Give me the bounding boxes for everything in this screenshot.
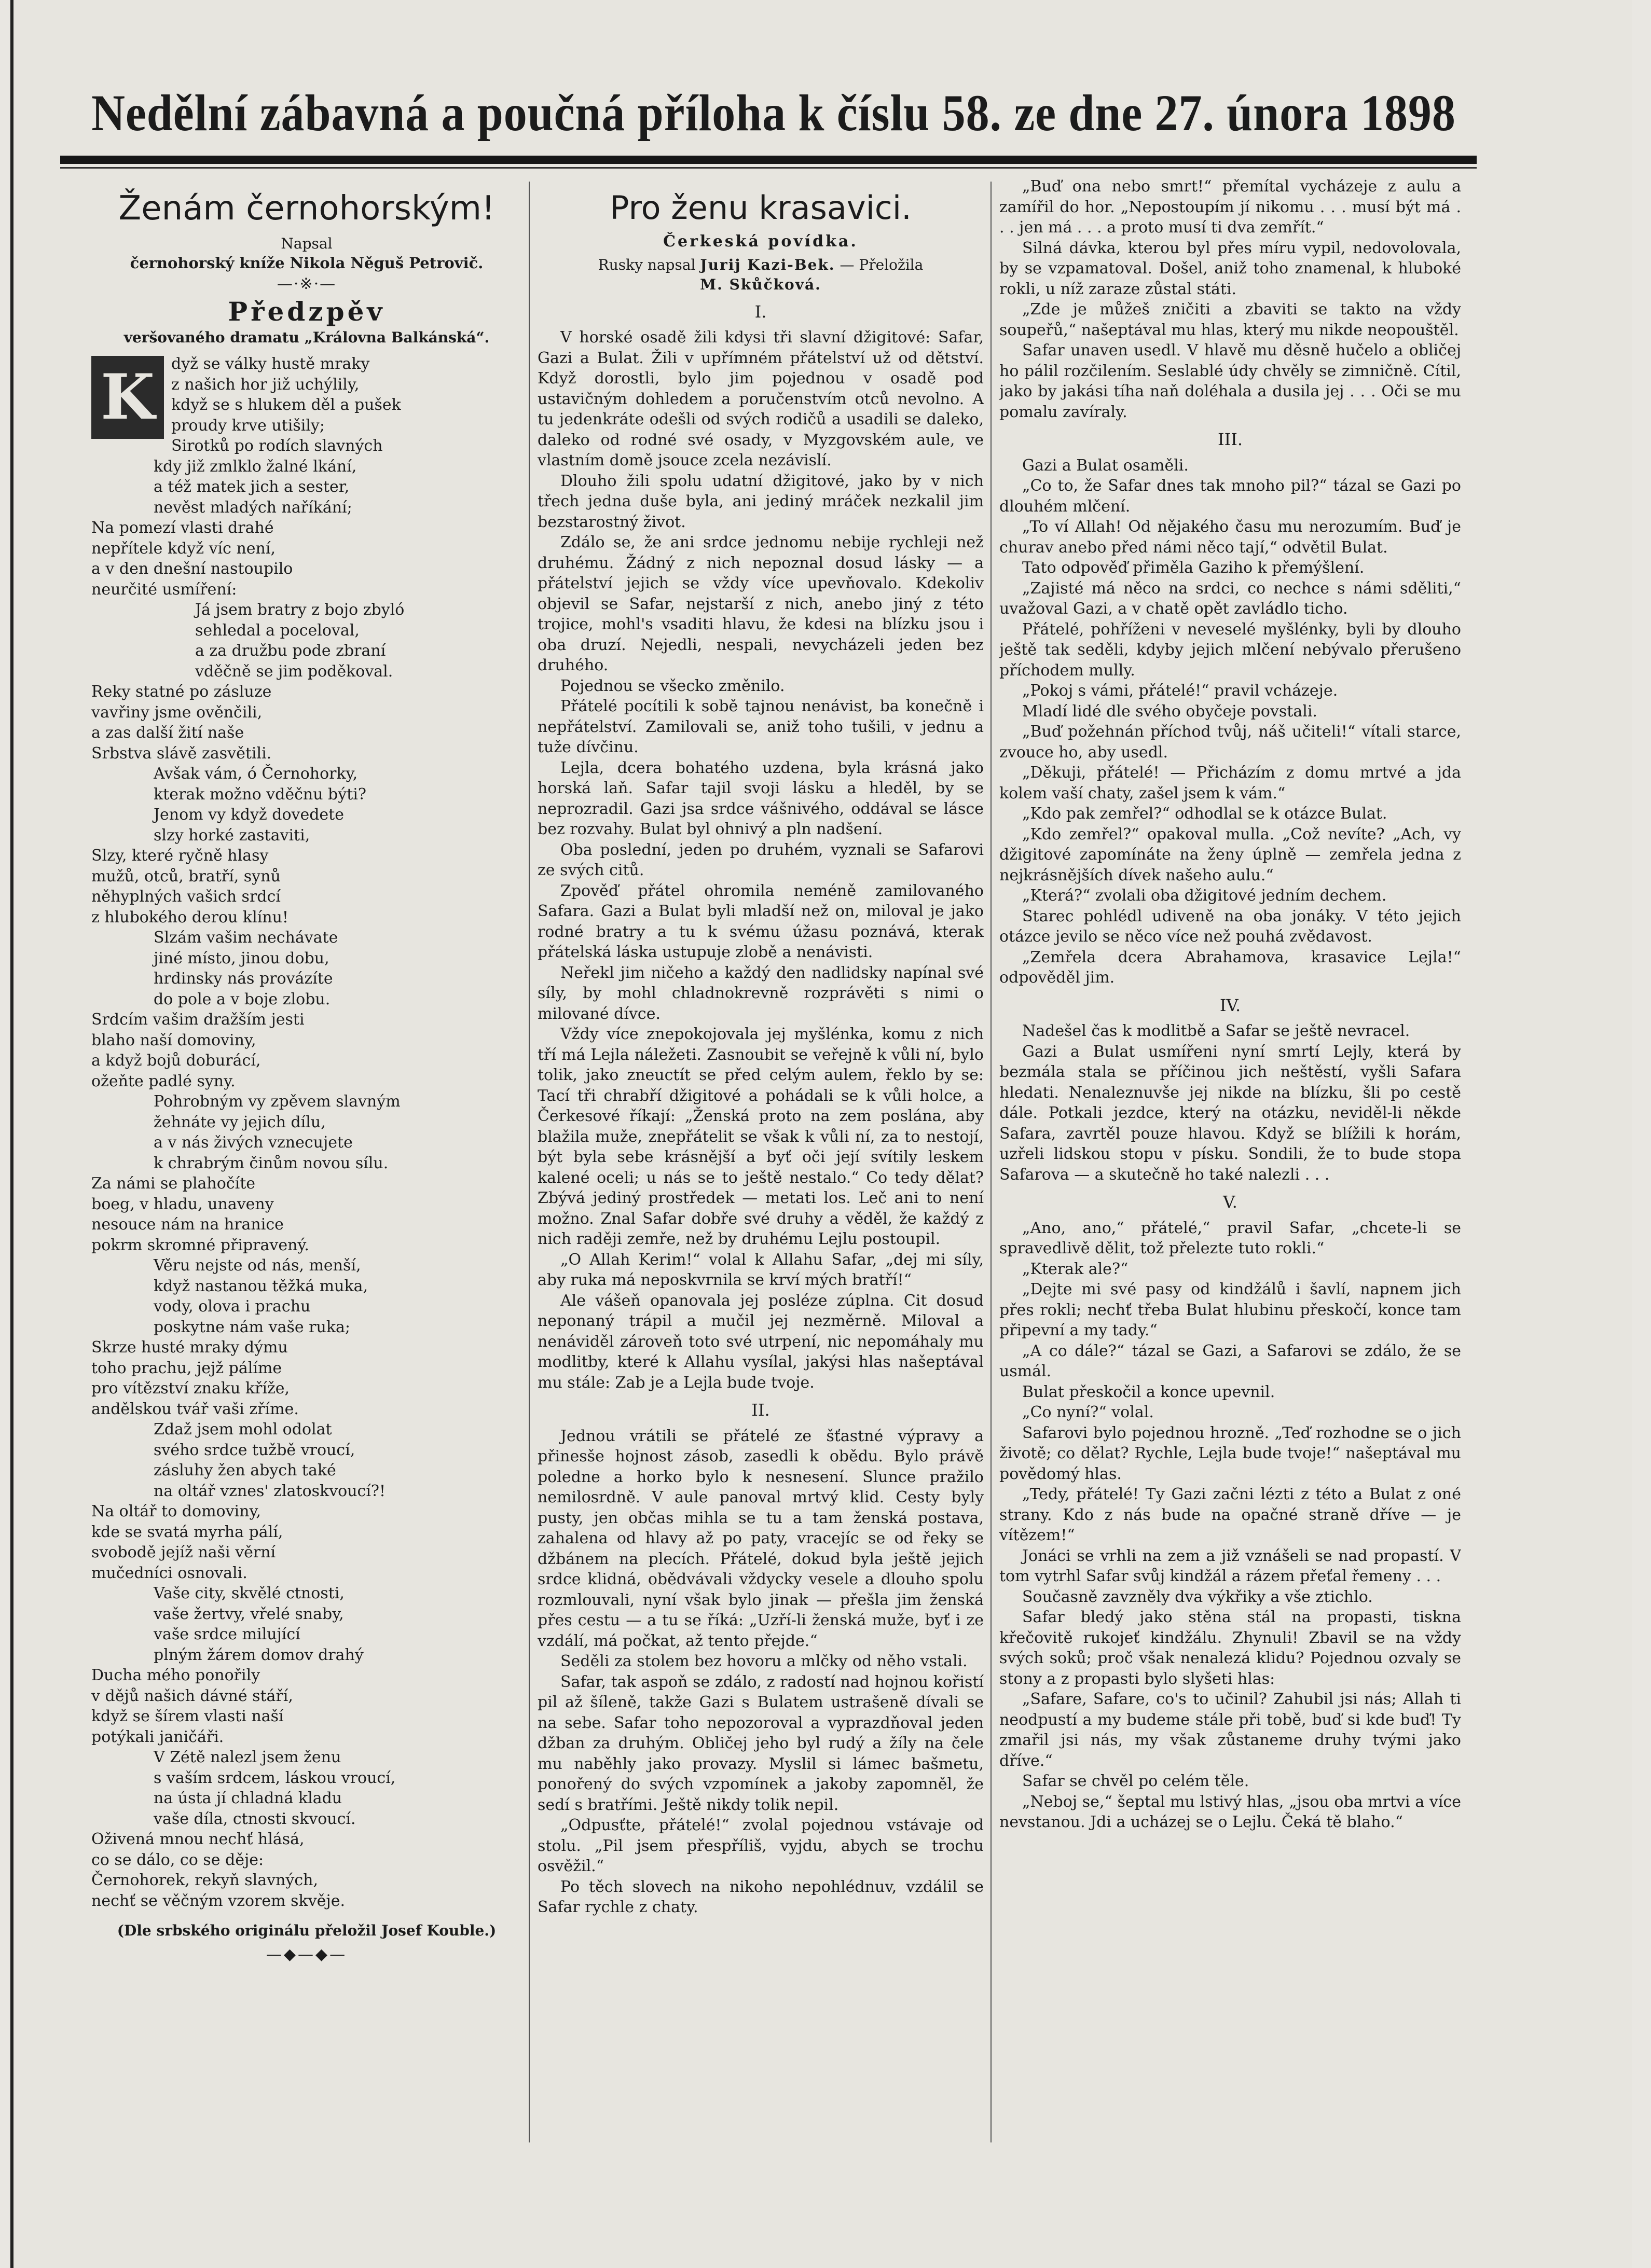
poem-line: Skrze husté mraky dýmu [91, 1338, 288, 1357]
poem-line: dyž se války hustě mraky [171, 355, 370, 373]
poem-line: Věru nejste od nás, menší, [154, 1256, 361, 1275]
poem-line: a v nás živých vznecujete [154, 1133, 353, 1152]
poem-line: svobodě jejíž naši věrní [91, 1543, 276, 1561]
paragraph: Zdálo se, že ani srdce jednomu nebije rychleji než druhému. Žádný z nich nepoznal dosud lásky — a přátelství jejich se vždy více upevňovalo. Kdekoliv objevil se Safar, nejstarší z nich, anebo jiný z této trojice, mohl's vsaditi hlavu, že kdesi na blízku jsou i oba druzí. Nejedli, nespali, nevycházeli jeden bez druhého. [538, 533, 984, 674]
paragraph: „Co to, že Safar dnes tak mnoho pil?“ tázal se Gazi po dlouhém mlčení. [999, 477, 1461, 516]
poem-line: vaše srdce milující [154, 1625, 300, 1643]
poem-line: co se dálo, co se děje: [91, 1850, 264, 1869]
poem-stanza [91, 1829, 522, 1911]
paragraph: Safarovi bylo pojednou hrozně. „Teď rozhodne se o jich životě; co dělat? Rychle, Lejla bude tvoje!“ našeptával mu povědomý hlas. [999, 1423, 1461, 1483]
paragraph: V horské osadě žili kdysi tři slavní džigitové: Safar, Gazi a Bulat. Žili v upřímném přátelství už od dětství. Když dorostli, bylo jim pojednou v osadě pod ustavičným dohledem a poručenstvím otců nevolno. A tu jedenkráte odešli od svých rodičů a usadili se daleko, daleko od rodné své osady, v Myzgovském aule, ve vlastním domě jsouce zcela nezávislí. [538, 328, 984, 469]
poem-column [91, 176, 522, 2179]
paragraph: Seděli za stolem bez hovoru a mlčky od něho vstali. [560, 1652, 968, 1670]
poem-line: potýkali janičáři. [91, 1727, 224, 1746]
poem-line: hrdinsky nás provázíte [154, 970, 333, 988]
poem-line: nechť se věčným vzorem skvěje. [91, 1891, 345, 1910]
section-number: V. [1223, 1192, 1237, 1212]
story-subtitle: Čerkeská povídka. [663, 232, 858, 251]
paragraph: Bulat přeskočil a konce upevnil. [1022, 1382, 1275, 1401]
poem-line: když nastanou těžká muka, [154, 1277, 368, 1295]
masthead-rule [60, 156, 1477, 164]
poem-line: vavřiny jsme ověnčili, [91, 703, 263, 722]
poem-line: v dějů našich dávné stáří, [91, 1686, 293, 1705]
poem-line: s vaším srdcem, láskou vroucí, [154, 1768, 396, 1787]
poem-line: na ústa jí chladná kladu [154, 1789, 342, 1807]
poem-line: Na oltář to domoviny, [91, 1502, 261, 1520]
paragraph: Přátelé, pohříženi v neveselé myšlénky, byli by dlouho ještě tak seděli, kdyby jejich mlčení nebývalo přerušeno příchodem mully. [999, 620, 1461, 680]
paragraph: Nadešel čas k modlitbě a Safar se ještě nevracel. [1022, 1022, 1410, 1040]
paragraph: „Zde je můžeš zničiti a zbaviti se takto na vždy soupeřů,“ našeptával mu hlas, který mu nikde neopouštěl. [999, 300, 1461, 339]
paragraph: Safar, tak aspoň se zdálo, z radostí nad hojnou kořistí pil až šíleně, takže Gazi s Bulatem ustrašeně dívali se na sebe. Safar toho nepozoroval a vyprazdňoval jeden džban za druhým. Obličej jeho byl rudý a žíly na čele mu naběhly jako provazy. Myslil si lámec bašmetu, ponořený do svých vzpomínek a jakoby zapomněl, že sedí s bratřími. Ještě nikdy tolik nepil. [538, 1672, 984, 1814]
poem-stanza [91, 1337, 522, 1501]
paragraph: „Dejte mi své pasy od kindžálů i šavlí, napnem jich přes rokli; nechť třeba Bulat hlubinu přeskočí, konce tam připevní a my tady.“ [999, 1280, 1461, 1339]
paragraph: Přátelé pocítili k sobě tajnou nenávist, ba konečně i nepřátelství. Zamilovali se, aniž toho tušili, v jednu a tuže dívčinu. [538, 697, 984, 756]
paragraph: Safar se chvěl po celém těle. [1022, 1772, 1249, 1790]
paragraph: „Odpusťte, přátelé!“ zvolal pojednou vstávaje od stolu. „Pil jsem přespříliš, vyjdu, abych se trochu osvěžil.“ [538, 1816, 984, 1875]
poem-line: kde se svatá myrha pálí, [91, 1523, 283, 1541]
paragraph: Starec pohlédl udiveně na oba jonáky. V této jejich otázce jevilo se něco více než pouhá zvědavost. [999, 907, 1461, 946]
poem-line: plným žárem domov drahý [154, 1645, 364, 1664]
poem-stanza [91, 1009, 522, 1173]
masthead-rule-thin [60, 167, 1477, 169]
poem-line: když se s hlukem děl a pušek [171, 396, 401, 414]
poem-line: a v den dnešní nastoupilo [91, 560, 293, 578]
poem-line: a zas další žití naše [91, 724, 244, 742]
poem-line: Za námi se plahočíte [91, 1174, 256, 1193]
section-number: II. [751, 1400, 770, 1420]
poem-line: andělskou tvář vaši zříme. [91, 1400, 299, 1418]
paragraph: „Co nyní?“ volal. [1022, 1403, 1154, 1421]
paragraph: „Děkuji, přátelé! — Přicházím z domu mrtvé a jda kolem vaší chaty, zašel jsem k vám.“ [999, 764, 1461, 803]
paragraph: „Která?“ zvolali oba džigitové jedním dechem. [1022, 887, 1387, 905]
poem-line: vaše díla, ctnosti skvoucí. [154, 1809, 356, 1828]
paragraph: Pojednou se všecko změnilo. [560, 676, 785, 695]
poem-line: Slzy, které ryčně hlasy [91, 847, 269, 865]
paragraph: „To ví Allah! Od nějakého času mu nerozumím. Buď je churav anebo před námi něco tají,“ odvětil Bulat. [999, 518, 1461, 557]
poem-line: Reky statné po zásluze [91, 683, 272, 701]
poem-line: Černohorek, rekyň slavných, [91, 1871, 318, 1889]
poem-line: jiné místo, jinou dobu, [154, 949, 329, 967]
poem-byline-prefix: Napsal [281, 235, 333, 252]
section-number: IV. [1219, 995, 1241, 1015]
poem-subtitle-desc: veršovaného dramatu „Královna Balkánská“. [123, 329, 490, 346]
newspaper-page [10, 0, 1632, 2268]
poem-line: Já jsem bratry z bojo zbyló [195, 601, 405, 619]
story-text [538, 302, 984, 1918]
poem-line: nevěst mladých naříkání; [154, 498, 352, 517]
paragraph: Jonáci se vrhli na zem a již vznášeli se nad propastí. V tom vytrhl Safar svůj kindžál a rázem přeťal řemeny . . . [999, 1546, 1461, 1585]
story-text [999, 176, 1461, 1833]
poem-line: Jenom vy když dovedete [154, 806, 344, 824]
poem-line: mužů, otců, bratří, synů [91, 867, 281, 886]
poem-line: mučedníci osnovali. [91, 1564, 247, 1582]
section-number: III. [1217, 430, 1243, 449]
poem-line: sehledal a poceloval, [195, 621, 360, 640]
poem-line: zásluhy žen abych také [154, 1461, 336, 1479]
paragraph: Po těch slovech na nikoho nepohlédnuv, vzdálil se Safar rychle z chaty. [538, 1877, 984, 1916]
poem-line: proudy krve utišily; [171, 416, 325, 435]
story-translator-prefix: — Přeložila [840, 256, 924, 273]
poem-line: vděčně se jim poděkoval. [195, 662, 393, 681]
column-divider [529, 182, 530, 2142]
paragraph: Vždy více znepokojovala jej myšlénka, komu z nich tří má Lejla náležeti. Zasnoubit se veřejně k vůli ní, bylo tolik, jako zneuctít se před celým aulem, řeklo by se: Tací tři chrabří džigitové a pohádali se k vůli holce, a Čerkesové říkají: „Ženská proto na zem poslána, aby blažila muže, znepřátelit se však k vůli ní, za to nestojí, být byla sebe krásnější a byť oči její svítily leskem kalené oceli; u nás se to ještě nestalo.“ Co tedy dělat? Zbývá jediný prostředek — metati los. Leč ani to není možno. Znal Safar dobře své druhy a věděl, že každý z nich raději zemře, než by druhému Lejlu postoupil. [538, 1025, 984, 1248]
poem-line: vody, olova i prachu [154, 1297, 311, 1316]
poem-body [91, 354, 522, 1911]
paragraph: „Ano, ano,“ přátelé,“ pravil Safar, „chcete-li se spravedlivě dělit, tož přelezte tuto rokli.“ [999, 1219, 1461, 1257]
paragraph: „Zemřela dcera Abrahamova, krasavice Lejla!“ odpověděl jim. [999, 948, 1461, 987]
poem-line: a za družbu pode zbraní [195, 642, 386, 660]
poem-line: a též matek jich a sester, [154, 478, 350, 496]
paragraph: „Neboj se,“ šeptal mu lstivý hlas, „jsou oba mrtvi a více nevstanou. Jdi a ucházej se o Lejlu. Čeká tě blaho.“ [999, 1792, 1461, 1831]
poem-line: něhyplných vašich srdcí [91, 888, 281, 906]
paragraph: Dlouho žili spolu udatní džigitové, jako by v nich třech jedna duše byla, ani jediný mráček nezkalil jim bezstarostný život. [538, 472, 984, 531]
poem-line: Avšak vám, ó Černohorky, [154, 765, 358, 783]
poem-line: do pole a v boje zlobu. [154, 990, 331, 1008]
paragraph: Ale vášeň opanovala jej posléze zúplna. Cit dosud neponaný trápil a mučil jej nezměrně. Miloval a nenáviděl zároveň toto své utrpení, nic nepomáhaly mu modlitby, které k Allahu vysílal, jakýsi hlas našeptával mu stále: Zab je a Lejla bude tvoje. [538, 1291, 984, 1392]
ornament: —·※·— [277, 275, 337, 293]
poem-line: ožeňte padlé syny. [91, 1072, 236, 1090]
poem-title: Ženám černohorským! [118, 189, 495, 228]
paragraph: Jednou vrátili se přátelé ze šťastné výpravy a přinesše hojnost zásob, zasedli k obědu. Bylo právě poledne a horko bylo k nesnesení. Slunce pražilo nemilosrdně. V aule panoval mrtvý klid. Cesty byly pusty, jen občas mihla se tu a tam ženská postava, zahalena od hlavy až po paty, vracejíc se od řeky se džbánem na plecích. Přátelé, dokud byla ještě jejich srdce klidná, obědvávali vždycky vesele a dlouho spolu rozmlouvali, nyní však bylo jinak — přešla jim ženská přes cestu — a tu se říká: „Uzří-li ženská muže, byť i ze vzdálí, má počkat, až tento přejde.“ [538, 1427, 984, 1650]
paragraph: Současně zavzněly dva výkřiky a vše ztichlo. [1022, 1587, 1373, 1606]
drop-cap: K [91, 356, 164, 439]
poem-line: žehnáte vy jejich dílu, [154, 1113, 326, 1131]
poem-stanza [91, 1665, 522, 1829]
poem-line: vaše žertvy, vřelé snaby, [154, 1605, 344, 1623]
story-title: Pro ženu krasavici. [610, 189, 912, 227]
poem-line: Srbstva slávě zasvětili. [91, 744, 272, 763]
poem-line: Slzám vašim nechávate [154, 929, 338, 947]
paragraph: Safar unaven usedl. V hlavě mu děsně hučelo a obličej ho pálil rozčilením. Seslablé údy chvěly se zimničně. Cítil, jako by jakási tíha naň doléhala a dusila jej . . . Oči se mu pomalu zavíraly. [999, 341, 1461, 421]
paragraph: „Kdo zemřel?“ opakoval mulla. „Což nevíte? „Ach, vy džigitové zapomínáte na ženy úplně — zemřela jedna z nejkrásnějších dívek našeho aulu.“ [999, 825, 1461, 884]
poem-line: kdy již zmlklo žalné lkání, [154, 457, 357, 476]
poem-line: nesouce nám na hranice [91, 1215, 284, 1234]
paragraph: Gazi a Bulat osaměli. [1022, 456, 1189, 475]
poem-line: Sirotků po rodích slavných [171, 437, 383, 455]
poem-line: poskytne nám vaše ruka; [154, 1318, 350, 1336]
poem-line: z našich hor již uchýlily, [171, 375, 360, 394]
poem-author: černohorský kníže Nikola Něguš Petrovič. [130, 254, 484, 272]
poem-line: boeg, v hladu, unaveny [91, 1195, 274, 1213]
poem-line: nepřítele když víc není, [91, 539, 276, 558]
story-byline [538, 255, 984, 295]
paragraph: Oba poslední, jeden po druhém, vyznali se Safarovi ze svých citů. [538, 840, 984, 879]
poem-line: Pohrobným vy zpěvem slavným [154, 1092, 401, 1111]
masthead: Nedělní zábavná a poučná příloha k číslu 58. ze dne 27. února 1898 [91, 84, 1456, 142]
paragraph: „A co dále?“ tázal se Gazi, a Safarovi se zdálo, že se usmál. [999, 1342, 1461, 1380]
poem-line: Vaše city, skvělé ctnosti, [154, 1584, 345, 1602]
paragraph: „Tedy, přátelé! Ty Gazi začni lézti z této a Bulat z oné strany. Kdo z nás bude na opačné straně dříve — je vítězem!“ [999, 1485, 1461, 1544]
poem-line: pro vítězství znaku kříže, [91, 1379, 290, 1398]
poem-stanza [91, 518, 522, 682]
poem-line: svého srdce tužbě vroucí, [154, 1441, 355, 1459]
poem-line: Srdcím vašim dražším jesti [91, 1011, 305, 1029]
translation-credit: (Dle srbského originálu přeložil Josef Kouble.) [117, 1922, 497, 1939]
poem-line: když se šírem vlasti naší [91, 1707, 284, 1725]
poem-subtitle: Předzpěv [228, 296, 386, 327]
poem-line: na oltář vznes' zlatoskvoucí?! [154, 1482, 386, 1500]
poem-stanza [91, 682, 522, 846]
column-divider [990, 182, 992, 2142]
paragraph: „Buď požehnán příchod tvůj, náš učiteli!“ vítali starce, zvouce ho, aby usedl. [999, 723, 1461, 762]
poem-line: Ducha mého ponořily [91, 1666, 260, 1684]
story-by-prefix: Rusky napsal [598, 256, 696, 273]
paragraph: Safar bledý jako stěna stál na propasti, tiskna křečovitě rukojeť kindžálu. Zhynuli! Zbavil se na vždy svých soků; proč však nenalezá klidu? Pojednou ozvaly se stony a z propasti bylo slyšeti hlas: [999, 1608, 1461, 1688]
poem-line: blaho naší domoviny, [91, 1031, 256, 1049]
poem-line: kterak možno vděčnu býti? [154, 785, 366, 804]
end-ornament: —◆—◆— [266, 1945, 348, 1963]
paragraph: Gazi a Bulat usmířeni nyní smrtí Lejly, která by bezmála stala se příčinou jich neštěstí, vyšli Safara hledati. Nenaleznuvše jej nikde na blízku, šli po cestě dále. Potkali jezdce, který na otázku, neviděl-li někde Safara, zavrtěl pouze hlavou. Když se blížili k horám, uzřeli lidskou stopu v písku. Sondili, že to bude stopa Safarova — a skutečně ho také nalezli . . . [999, 1042, 1461, 1184]
story-column-1 [538, 176, 984, 2179]
paragraph: Neřekl jim ničeho a každý den nadlidsky napínal své síly, by mohl chladnokrevně rozprávěti s nimi o milované dívce. [538, 963, 984, 1023]
poem-line: z hlubokého derou klínu! [91, 908, 288, 926]
paragraph: Zpověď přátel ohromila neméně zamilovaného Safara. Gazi a Bulat byli mladší než on, miloval je jako rodné bratry a tu k svému úžasu poznává, kterak přátelská láska ustupuje zlobě a nenávisti. [538, 881, 984, 961]
poem-line: Oživená mnou nechť hlásá, [91, 1830, 305, 1848]
paragraph: „Kterak ale?“ [1022, 1260, 1129, 1278]
paragraph: Tato odpověď přiměla Gaziho k přemýšlení. [1022, 559, 1365, 577]
poem-line: toho prachu, jejž pálíme [91, 1359, 282, 1377]
poem-line: neurčité usmíření: [91, 580, 237, 599]
paragraph: Silná dávka, kterou byl přes míru vypil, nedovolovala, by se vzpamatoval. Došel, aniž toho znamenal, k hluboké rokli, u níž zaraze zůstal státi. [999, 239, 1461, 298]
poem-line: k chrabrým činům novou sílu. [154, 1154, 389, 1172]
poem-line: pokrm skromné připravený. [91, 1236, 309, 1254]
poem-line: Zdaž jsem mohl odolat [154, 1420, 332, 1439]
paragraph: „Kdo pak zemřel?“ odhodlal se k otázce Bulat. [1022, 805, 1387, 823]
poem-stanza [91, 1501, 522, 1665]
paragraph: „Buď ona nebo smrt!“ přemítal vycházeje z aulu a zamířil do hor. „Nepostoupím jí nikomu . . . musí být má . . . jen má . . . a proto musí ti dva zemřít.“ [999, 177, 1461, 237]
poem-stanza [91, 846, 522, 1009]
paragraph: „Safare, Safare, co's to učinil? Zahubil jsi nás; Allah ti neodpustí a my budeme stále při tobě, buď si kde buď! Ty zmařil jsi nás, my však zůstaneme druhy tvými jako dříve.“ [999, 1690, 1461, 1770]
section-number: I. [754, 301, 767, 322]
poem-line: slzy horké zastaviti, [154, 826, 310, 845]
story-column-2 [999, 176, 1461, 2179]
story-translator: M. Skůčková. [700, 275, 821, 293]
paragraph: „Zajisté má něco na srdci, co nechce s námi sděliti,“ uvažoval Gazi, a v chatě opět zavládlo ticho. [999, 579, 1461, 618]
paragraph: „Pokoj s vámi, přátelé!“ pravil vcházeje. [1022, 682, 1338, 700]
poem-line: V Zétě nalezl jsem ženu [154, 1748, 341, 1766]
paragraph: „O Allah Kerim!“ volal k Allahu Safar, „dej mi síly, aby ruka má neposkvrnila se krví mých bratří!“ [538, 1250, 984, 1289]
poem-line: Na pomezí vlasti drahé [91, 519, 274, 537]
paragraph: Mladí lidé dle svého obyčeje povstali. [1022, 702, 1317, 721]
poem-stanza [91, 354, 522, 518]
story-author: Jurij Kazi-Bek. [700, 256, 835, 273]
paragraph: Lejla, dcera bohatého uzdena, byla krásná jako horská laň. Safar tajil svoji lásku a hleděl, by se neprozradil. Gazi jsa srdce vášnivého, oddával se lásce bez rozvahy. Bulat byl ohnivý a pln nadšení. [538, 758, 984, 838]
poem-stanza [91, 1173, 522, 1337]
poem-line: a když bojů doburácí, [91, 1052, 261, 1070]
